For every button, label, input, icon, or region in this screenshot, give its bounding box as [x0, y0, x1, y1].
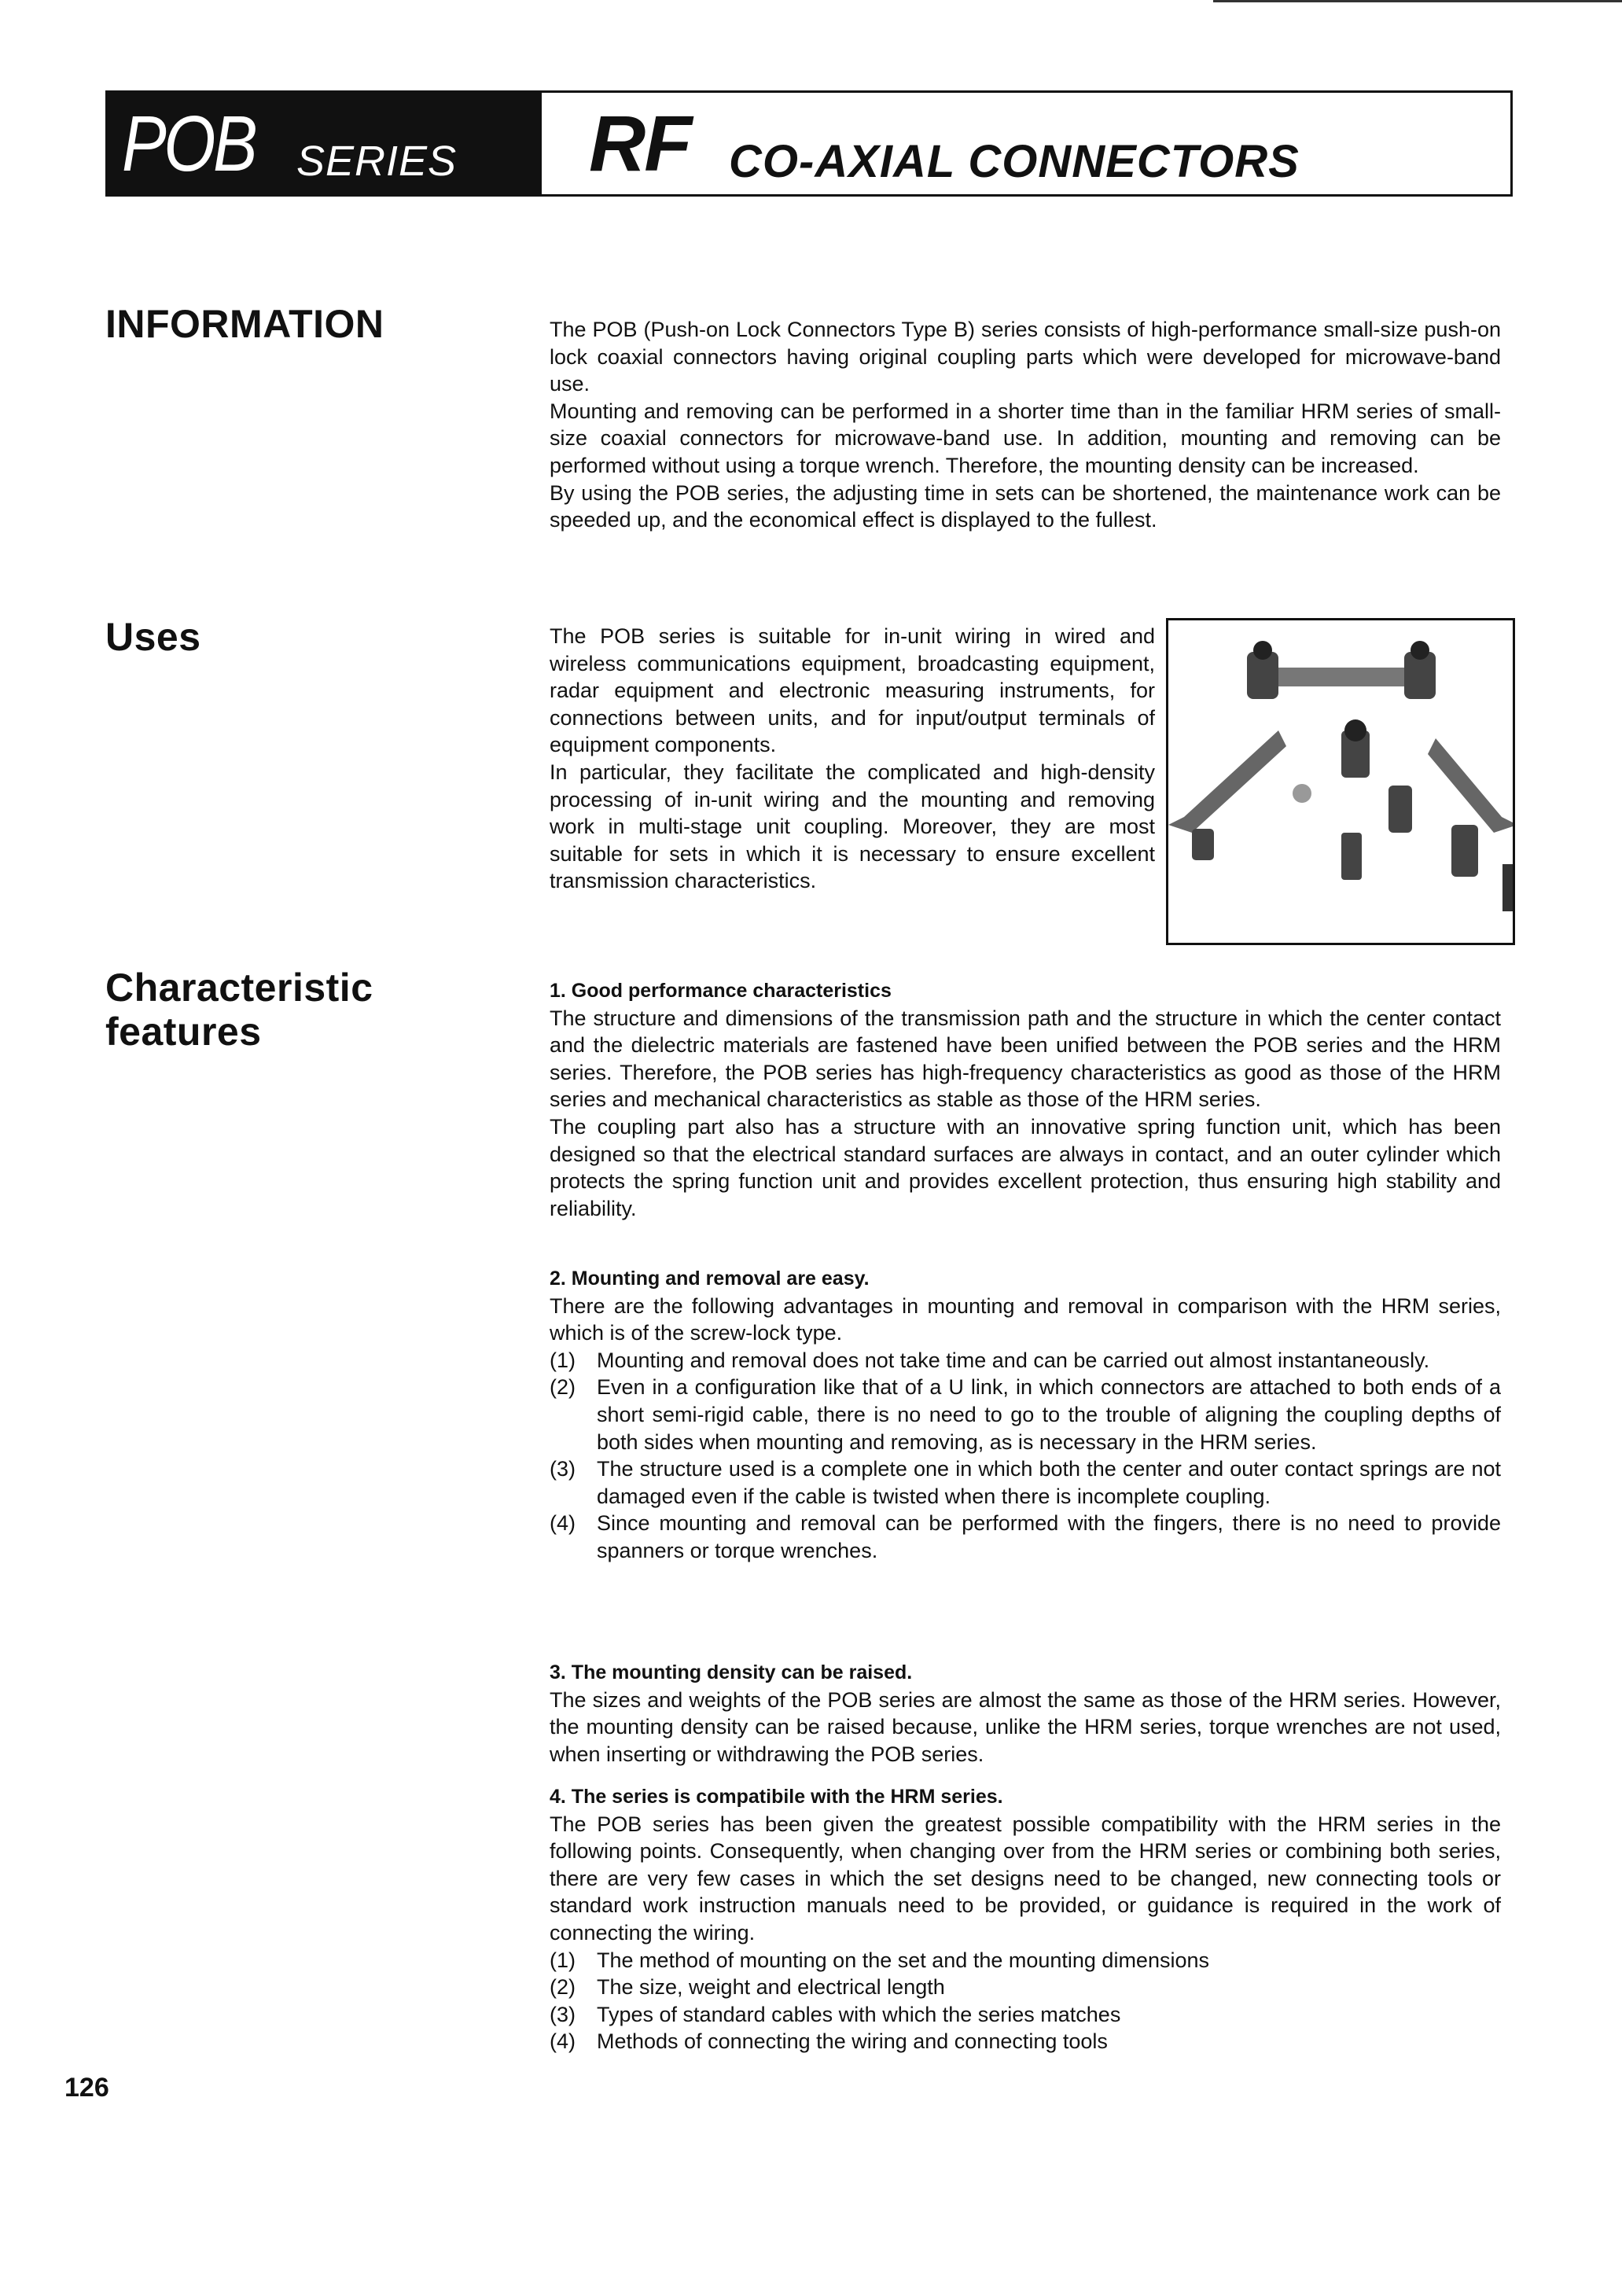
list-text: The size, weight and electrical length: [597, 1975, 945, 2000]
list-text: The structure used is a complete one in which both the center and outer contact springs are not damaged even if the cable is twisted when there is incomplete coupling.: [597, 1457, 1501, 1508]
series-word: SERIES: [296, 138, 458, 185]
feature-1: [550, 977, 1501, 1222]
list-item: [550, 1347, 1501, 1374]
paragraph: By using the POB series, the adjusting time in sets can be shortened, the maintenance work can be speeded up, and the economical effect is displayed to the fullest.: [550, 480, 1501, 532]
heading-uses: Uses: [105, 615, 201, 659]
list-item: [550, 1374, 1501, 1455]
paragraph: The coupling part also has a structure with an innovative spring function unit, which has been designed so that the electrical standard surfaces are always in contact, and an outer cylinder which protects the spring function unit and provides excellent protection, thus ensuring high stability and reliability.: [550, 1114, 1501, 1220]
paragraph: In particular, they facilitate the complicated and high-density processing of in-unit wiring and the mounting and removing work in multi-stage unit coupling. Moreover, they are most suitable for sets in which it is necessary to ensure excellent transmission characteristics.: [550, 760, 1155, 893]
top-rule: [1213, 0, 1622, 2]
heading-line: features: [105, 1010, 262, 1054]
uses-text: [550, 623, 1155, 895]
list-text: Methods of connecting the wiring and connecting tools: [597, 2029, 1108, 2054]
list-text: Even in a configuration like that of a U link, in which connectors are attached to both ends of a short semi-rigid cable, there is no need to go to the trouble of aligning the coupling depths of both sides when mounting and removing, as is necessary in the HRM series.: [597, 1375, 1501, 1454]
list-item: [550, 1974, 1501, 2001]
series-label-block: [108, 93, 542, 194]
heading-line: Characteristic: [105, 966, 373, 1010]
connectors-photo: [1166, 618, 1515, 945]
feature-title: 3. The mounting density can be raised.: [550, 1661, 913, 1683]
list-item: [550, 2001, 1501, 2029]
paragraph: The POB series has been given the greatest possible compatibility with the HRM series in the following points. Consequently, when changing over from the HRM series or combining both series, there are very few cases in which the set designs need to be changed, new connecting tools or standard work instruction manuals need to be provided, or guidance is required in the work of connecting the wiring.: [550, 1812, 1501, 1945]
feature-title: 4. The series is compatibile with the HRM series.: [550, 1786, 1003, 1808]
list-number: (2): [550, 1375, 576, 1400]
list-number: (4): [550, 2029, 576, 2054]
list-number: (1): [550, 1348, 576, 1372]
feature-title: 2. Mounting and removal are easy.: [550, 1268, 870, 1290]
product-category-title: CO-AXIAL CONNECTORS: [729, 136, 1300, 187]
list-item: [550, 1510, 1501, 1564]
list-number: (3): [550, 2002, 576, 2026]
paragraph: The POB series is suitable for in-unit wiring in wired and wireless communications equipment, broadcasting equipment, radar equipment and electronic measuring instruments, for connections between units, and for input/output terminals of equipment components.: [550, 624, 1155, 757]
feature-title: 1. Good performance characteristics: [550, 980, 892, 1002]
information-text: [550, 316, 1501, 534]
feature-2: [550, 1265, 1501, 1565]
feature-3: [550, 1659, 1501, 1768]
list-text: Types of standard cables with which the series matches: [597, 2002, 1121, 2026]
list-text: Since mounting and removal can be performed with the fingers, there is no need to provide spanners or torque wrenches.: [597, 1511, 1501, 1562]
feature-4: [550, 1783, 1501, 2055]
series-header-banner: [105, 90, 1513, 197]
paragraph: The POB (Push-on Lock Connectors Type B) series consists of high-performance small-size push-on lock coaxial connectors having original coupling parts which were developed for microwave-band use.: [550, 318, 1501, 396]
list-number: (4): [550, 1511, 576, 1536]
paragraph: Mounting and removing can be performed in a shorter time than in the familiar HRM series of small-size coaxial connectors for microwave-band use. In addition, mounting and removing can be performed without using a torque wrench. Therefore, the mounting density can be increased.: [550, 399, 1501, 477]
connector-image: [1168, 620, 1515, 945]
page-number: 126: [64, 2073, 109, 2103]
list-number: (2): [550, 1975, 576, 2000]
paragraph: There are the following advantages in mounting and removal in comparison with the HRM series, which is of the screw-lock type.: [550, 1293, 1501, 1345]
list-item: [550, 2028, 1501, 2055]
list-item: [550, 1455, 1501, 1510]
list-number: (1): [550, 1948, 576, 1972]
paragraph: The sizes and weights of the POB series are almost the same as those of the HRM series. However, the mounting density can be raised because, unlike the HRM series, torque wrenches are not used, when inserting or withdrawing the POB series.: [550, 1687, 1501, 1766]
list-number: (3): [550, 1457, 576, 1481]
paragraph: The structure and dimensions of the transmission path and the structure in which the center contact and the dielectric materials are fastened have been unified between the POB series and the HRM series. Therefore, the POB series has high-frequency characteristics as good as those of the HRM series and mechanical characteristics as stable as those of the HRM series.: [550, 1006, 1501, 1112]
list-text: The method of mounting on the set and the mounting dimensions: [597, 1948, 1209, 1972]
heading-characteristic-features: [105, 966, 373, 1054]
heading-information: INFORMATION: [105, 302, 384, 346]
series-code: POB: [122, 100, 256, 188]
list-text: Mounting and removal does not take time and can be carried out almost instantaneously.: [597, 1348, 1430, 1372]
rf-label: RF: [589, 100, 691, 188]
list-item: [550, 1947, 1501, 1974]
